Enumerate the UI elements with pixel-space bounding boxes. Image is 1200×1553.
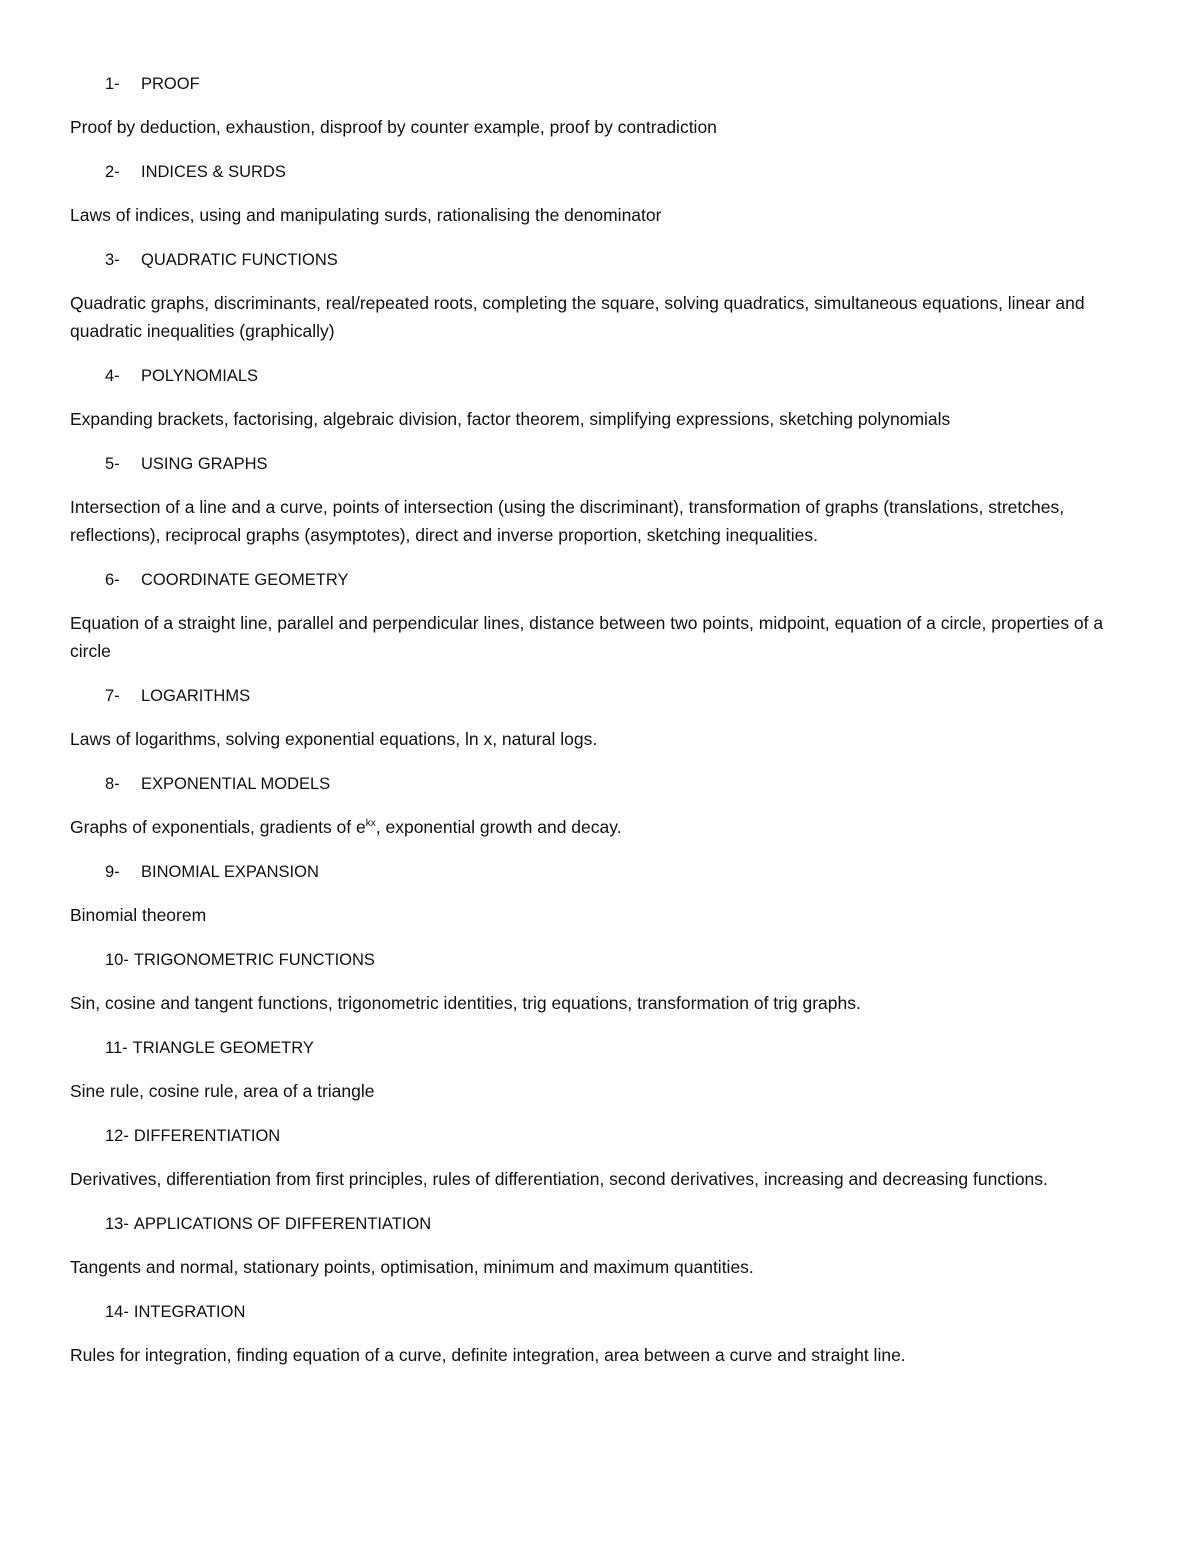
topic-proof (70, 70, 1140, 141)
topic-title: POLYNOMIALS (141, 367, 259, 385)
topic-number: 12- (105, 1127, 129, 1145)
topic-title: BINOMIAL EXPANSION (141, 863, 319, 881)
topic-description: Proof by deduction, exhaustion, disproof by counter example, proof by contradiction (70, 117, 717, 137)
topic-title: COORDINATE GEOMETRY (141, 571, 349, 589)
topic-title: APPLICATIONS OF DIFFERENTIATION (133, 1215, 432, 1233)
topic-number: 10- (105, 951, 129, 969)
topic-title: USING GRAPHS (141, 455, 268, 473)
topic-exponential-models (70, 770, 1140, 841)
topic-title: INTEGRATION (133, 1303, 246, 1321)
topic-number: 13- (105, 1215, 129, 1233)
topic-heading (105, 1034, 1140, 1062)
topic-title: TRIGONOMETRIC FUNCTIONS (133, 951, 375, 969)
description-text: Graphs of exponentials, gradients of e (70, 817, 366, 837)
topic-title: INDICES & SURDS (141, 163, 286, 181)
topic-title: DIFFERENTIATION (133, 1127, 281, 1145)
topic-heading (105, 770, 1140, 798)
topic-coordinate-geometry (70, 566, 1140, 665)
topic-description (70, 813, 1140, 841)
topic-number: 11- (105, 1039, 128, 1057)
topic-applications-of-differentiation (70, 1210, 1140, 1281)
topic-heading (105, 158, 1140, 186)
topic-number: 5- (105, 455, 120, 473)
description-text: , exponential growth and decay. (375, 817, 622, 837)
topic-heading (105, 1122, 1140, 1150)
topic-heading (105, 946, 1140, 974)
topic-title: PROOF (141, 75, 200, 93)
topic-triangle-geometry (70, 1034, 1140, 1105)
topic-heading (105, 1298, 1140, 1326)
topic-number: 8- (105, 775, 120, 793)
topic-description: Expanding brackets, factorising, algebraic division, factor theorem, simplifying expressions, sketching polynomials (70, 409, 951, 429)
topic-heading (105, 858, 1140, 886)
topic-heading (105, 450, 1140, 478)
topic-number: 14- (105, 1303, 129, 1321)
topic-description: Sin, cosine and tangent functions, trigonometric identities, trig equations, transformation of trig graphs. (70, 993, 861, 1013)
syllabus-document (70, 70, 1140, 1386)
topic-heading (105, 566, 1140, 594)
topic-description: Tangents and normal, stationary points, optimisation, minimum and maximum quantities. (70, 1257, 754, 1277)
topic-binomial-expansion (70, 858, 1140, 929)
topic-using-graphs (70, 450, 1140, 549)
topic-description: Rules for integration, finding equation of a curve, definite integration, area between a curve and straight line. (70, 1345, 906, 1365)
topic-description: Laws of indices, using and manipulating surds, rationalising the denominator (70, 205, 662, 225)
topic-number: 4- (105, 367, 120, 385)
topic-description: Binomial theorem (70, 905, 207, 925)
topic-number: 3- (105, 251, 120, 269)
topic-description: Quadratic graphs, discriminants, real/repeated roots, completing the square, solving quadratics, simultaneous equations, linear and quadratic inequalities (graphically) (70, 293, 1085, 341)
topic-title: EXPONENTIAL MODELS (141, 775, 331, 793)
topic-logarithms (70, 682, 1140, 753)
topic-description: Intersection of a line and a curve, points of intersection (using the discriminant), transformation of graphs (translations, stretches, reflections), reciprocal graphs (asymptotes), direct and inverse proportion, sketching inequalities. (70, 497, 1065, 545)
topic-title: LOGARITHMS (141, 687, 251, 705)
topic-description: Derivatives, differentiation from first principles, rules of differentiation, second derivatives, increasing and decreasing functions. (70, 1169, 1048, 1189)
topic-indices-surds (70, 158, 1140, 229)
topic-differentiation (70, 1122, 1140, 1193)
superscript-exponent: kx (365, 818, 376, 829)
topic-description: Laws of logarithms, solving exponential equations, ln x, natural logs. (70, 729, 598, 749)
topic-heading (105, 1210, 1140, 1238)
topic-heading (105, 682, 1140, 710)
topic-description: Equation of a straight line, parallel and perpendicular lines, distance between two points, midpoint, equation of a circle, properties of a circle (70, 613, 1104, 661)
topic-trigonometric-functions (70, 946, 1140, 1017)
topic-integration (70, 1298, 1140, 1369)
topic-number: 1- (105, 75, 120, 93)
topic-number: 7- (105, 687, 120, 705)
topic-title: TRIANGLE GEOMETRY (132, 1039, 314, 1057)
topic-heading (105, 70, 1140, 98)
topic-quadratic-functions (70, 246, 1140, 345)
topic-heading (105, 362, 1140, 390)
topic-number: 6- (105, 571, 120, 589)
topic-number: 2- (105, 163, 120, 181)
topic-description: Sine rule, cosine rule, area of a triangle (70, 1081, 375, 1101)
topic-title: QUADRATIC FUNCTIONS (141, 251, 338, 269)
topic-number: 9- (105, 863, 120, 881)
topic-heading (105, 246, 1140, 274)
topic-polynomials (70, 362, 1140, 433)
